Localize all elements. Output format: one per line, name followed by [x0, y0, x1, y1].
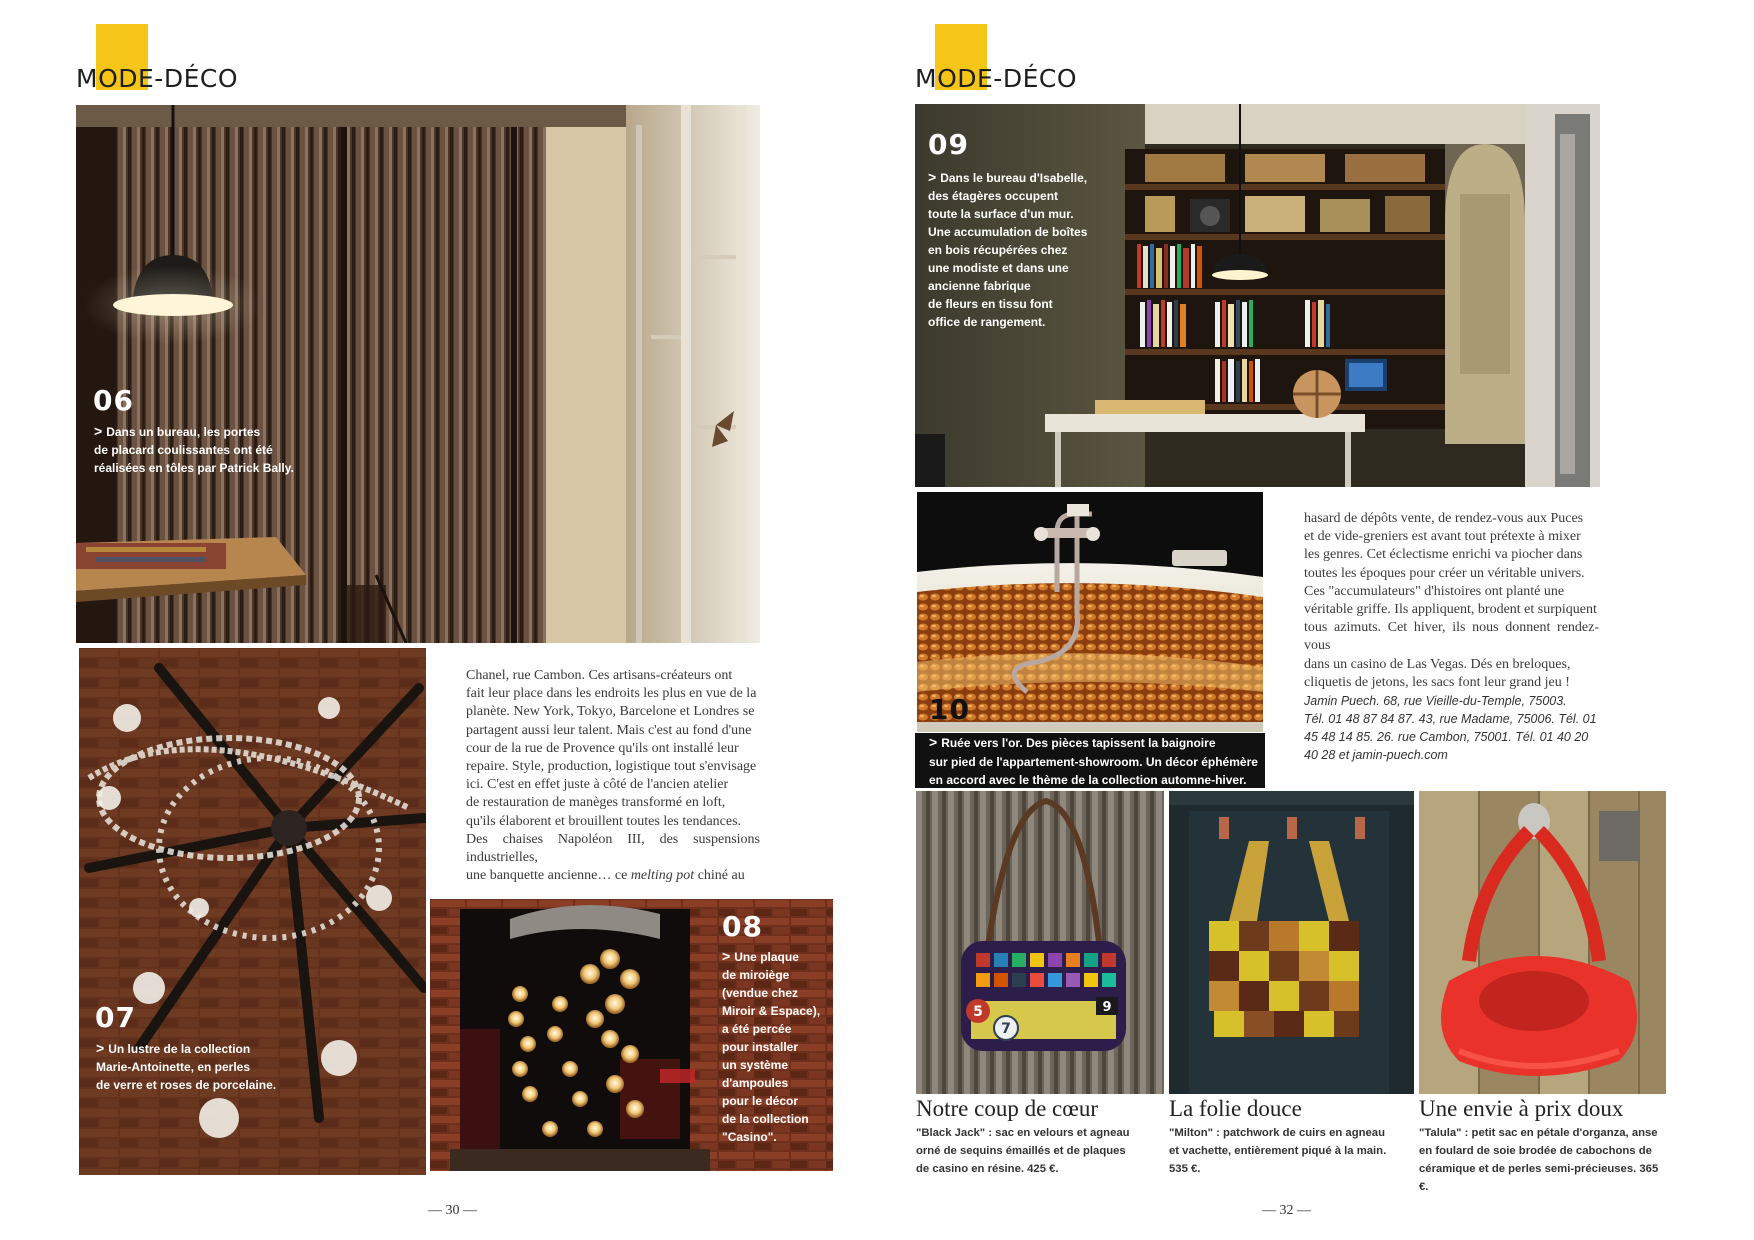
- caption-09-line: toute la surface d'un mur.: [928, 207, 1074, 221]
- caption-08-line: pour le décor: [722, 1094, 799, 1108]
- product-desc-line: "Talula" : petit sac en pétale d'organza, anse: [1419, 1127, 1658, 1139]
- photo-chandelier: [79, 648, 426, 1175]
- body-line: hasard de dépôts vente, de rendez-vous aux Puces: [1304, 511, 1584, 526]
- section-label: MODE-DÉCO: [915, 64, 1077, 93]
- caption-08-line: pour installer: [722, 1040, 799, 1054]
- chevron-right-icon: >: [722, 948, 731, 964]
- photo-bag-milton: [1169, 791, 1414, 1094]
- product-desc-line: et vachette, entièrement piqué à la main.: [1169, 1145, 1387, 1157]
- body-line: véritable griffe. Ils appliquent, brodent et surpiquent: [1304, 602, 1597, 618]
- right-page: [877, 0, 1754, 1240]
- chevron-right-icon: >: [928, 169, 937, 185]
- body-line: de restauration de manèges transformé en loft,: [466, 795, 726, 811]
- product-desc-line: céramique et de perles semi-précieuses. 365 €.: [1419, 1163, 1659, 1193]
- caption-08-line: un système: [722, 1058, 789, 1072]
- caption-09-line: de fleurs en tissu font: [928, 297, 1053, 311]
- body-line: cliquetis de jetons, les sacs font leur grand jeu !: [1304, 674, 1570, 690]
- bag-black-jack-illustration: [916, 791, 1164, 1094]
- caption-07-line: Un lustre de la collection: [108, 1042, 251, 1056]
- caption-09-line: Une accumulation de boîtes: [928, 225, 1088, 239]
- caption-number-10: 10: [929, 693, 970, 726]
- caption-08-line: Miroir & Espace),: [722, 1004, 821, 1018]
- body-line: Ces "accumulateurs" d'histoires ont planté une: [1304, 583, 1565, 599]
- address-line: Jamin Puech. 68, rue Vieille-du-Temple, 75003.: [1304, 694, 1567, 709]
- caption-08-line: de miroiège: [722, 968, 790, 982]
- casino-chip-5: [966, 999, 990, 1023]
- product-desc-line: 535 €.: [1169, 1163, 1201, 1175]
- caption-06-line: réalisées en tôles par Patrick Bally.: [94, 461, 294, 475]
- caption-number-09: 09: [928, 128, 969, 161]
- caption-08: [722, 947, 834, 1146]
- caption-09-line: Dans le bureau d'Isabelle,: [940, 171, 1088, 185]
- body-line: fait leur place dans les endroits les plus en vue de la: [466, 686, 757, 702]
- body-line: planète. New York, Tokyo, Barcelone et Londres se: [466, 704, 755, 720]
- office-illustration: [76, 105, 760, 643]
- caption-09-line: ancienne fabrique: [928, 279, 1031, 293]
- address-line: 45 48 14 85. 26. rue Cambon, 75001. Tél. 01 40 20: [1304, 730, 1589, 745]
- chevron-right-icon: >: [94, 423, 103, 439]
- product-desc-line: "Milton" : patchwork de cuirs en agneau: [1169, 1127, 1385, 1139]
- caption-08-line: a été percée: [722, 1022, 792, 1036]
- caption-07-line: Marie-Antoinette, en perles: [96, 1060, 251, 1074]
- caption-08-line: Une plaque: [734, 950, 799, 964]
- caption-10: [929, 733, 1269, 790]
- product-desc-talula: [1419, 1124, 1669, 1196]
- body-line: ici. C'est en effet juste à côté de l'ancien atelier: [466, 777, 729, 793]
- chandelier-illustration: [79, 648, 426, 1175]
- section-label: MODE-DÉCO: [76, 64, 238, 93]
- body-line: Chanel, rue Cambon. Ces artisans-créateurs ont: [466, 668, 733, 683]
- caption-07: [96, 1039, 336, 1094]
- photo-bag-black-jack: [916, 791, 1164, 1094]
- product-title-talula: Une envie à prix doux: [1419, 1096, 1624, 1121]
- product-title-milton: La folie douce: [1169, 1096, 1302, 1121]
- body-line: Des chaises Napoléon III, des suspensions industrielles,: [466, 831, 760, 866]
- caption-number-08: 08: [722, 910, 763, 943]
- body-line: et de vide-greniers est avant tout prétexte à mixer: [1304, 529, 1581, 545]
- chevron-right-icon: >: [96, 1040, 105, 1056]
- body-line: qu'ils élaborent et brouillent toutes les tendances.: [466, 813, 742, 829]
- svg-text:7: 7: [1001, 1021, 1011, 1037]
- caption-06: [94, 422, 354, 477]
- caption-09-line: office de rangement.: [928, 315, 1046, 329]
- italic-term: melting pot: [630, 868, 695, 884]
- caption-08-line: de la collection: [722, 1112, 809, 1126]
- product-desc-line: en foulard de soie brodée de cabochons de: [1419, 1145, 1652, 1157]
- body-line-last: une banquette ancienne… ce melting pot chiné au: [466, 868, 745, 884]
- caption-08-line: "Casino".: [722, 1130, 777, 1144]
- caption-09-line: des étagères occupent: [928, 189, 1059, 203]
- chevron-right-icon: >: [929, 734, 938, 750]
- product-desc-milton: [1169, 1124, 1414, 1178]
- address-line: Tél. 01 48 87 84 87. 43, rue Madame, 75006. Tél. 01: [1304, 712, 1597, 727]
- product-desc-line: "Black Jack" : sac en velours et agneau: [916, 1127, 1130, 1139]
- caption-10-line: Ruée vers l'or. Des pièces tapissent la baignoire: [941, 736, 1216, 750]
- svg-text:5: 5: [973, 1004, 983, 1020]
- caption-09: [928, 168, 1108, 331]
- product-title-black-jack: Notre coup de cœur: [916, 1096, 1099, 1121]
- bag-talula-illustration: [1419, 791, 1666, 1094]
- caption-09-line: en bois récupérées chez: [928, 243, 1068, 257]
- body-line: repaire. Style, production, logistique tout s'envisage: [466, 759, 757, 775]
- photo-office-corrugated-doors: [76, 105, 760, 643]
- caption-06-line: Dans un bureau, les portes: [106, 425, 261, 439]
- svg-text:9: 9: [1102, 1000, 1112, 1015]
- address-line: 40 28 et jamin-puech.com: [1304, 748, 1448, 763]
- page-number-left: — 30 —: [428, 1203, 477, 1218]
- body-line: les genres. Cet éclectisme enrichi va piocher dans: [1304, 547, 1583, 563]
- caption-08-line: d'ampoules: [722, 1076, 789, 1090]
- bag-milton-illustration: [1169, 791, 1414, 1094]
- caption-06-line: de placard coulissantes ont été: [94, 443, 273, 457]
- product-desc-line: de casino en résine. 425 €.: [916, 1163, 1059, 1175]
- body-line: dans un casino de Las Vegas. Dés en breloques,: [1304, 656, 1571, 672]
- photo-bag-talula: [1419, 791, 1666, 1094]
- caption-07-line: de verre et roses de porcelaine.: [96, 1078, 277, 1092]
- product-desc-line: orné de sequins émaillés et de plaques: [916, 1145, 1126, 1157]
- body-line: tous azimuts. Cet hiver, ils nous donnent rendez-vous: [1304, 620, 1599, 654]
- body-line: partagent aussi leur talent. Mais c'est au fond d'une: [466, 722, 752, 738]
- page-number-right: — 32 —: [1262, 1203, 1311, 1218]
- caption-number-07: 07: [95, 1001, 136, 1034]
- body-line: toutes les époques pour créer un véritable univers.: [1304, 565, 1585, 581]
- article-body-right: [1304, 510, 1599, 764]
- article-body-left: [466, 667, 760, 885]
- casino-chip-7: [994, 1016, 1018, 1040]
- caption-08-line: (vendue chez: [722, 986, 799, 1000]
- casino-tile-9: [1096, 997, 1118, 1015]
- caption-10-line: en accord avec le thème de la collection automne-hiver.: [929, 773, 1247, 787]
- caption-number-06: 06: [93, 384, 134, 417]
- product-desc-black-jack: [916, 1124, 1166, 1178]
- caption-09-line: une modiste et dans une: [928, 261, 1069, 275]
- body-line: cour de la rue de Provence qu'ils ont installé leur: [466, 740, 739, 756]
- caption-10-line: sur pied de l'appartement-showroom. Un décor éphémère: [929, 754, 1258, 769]
